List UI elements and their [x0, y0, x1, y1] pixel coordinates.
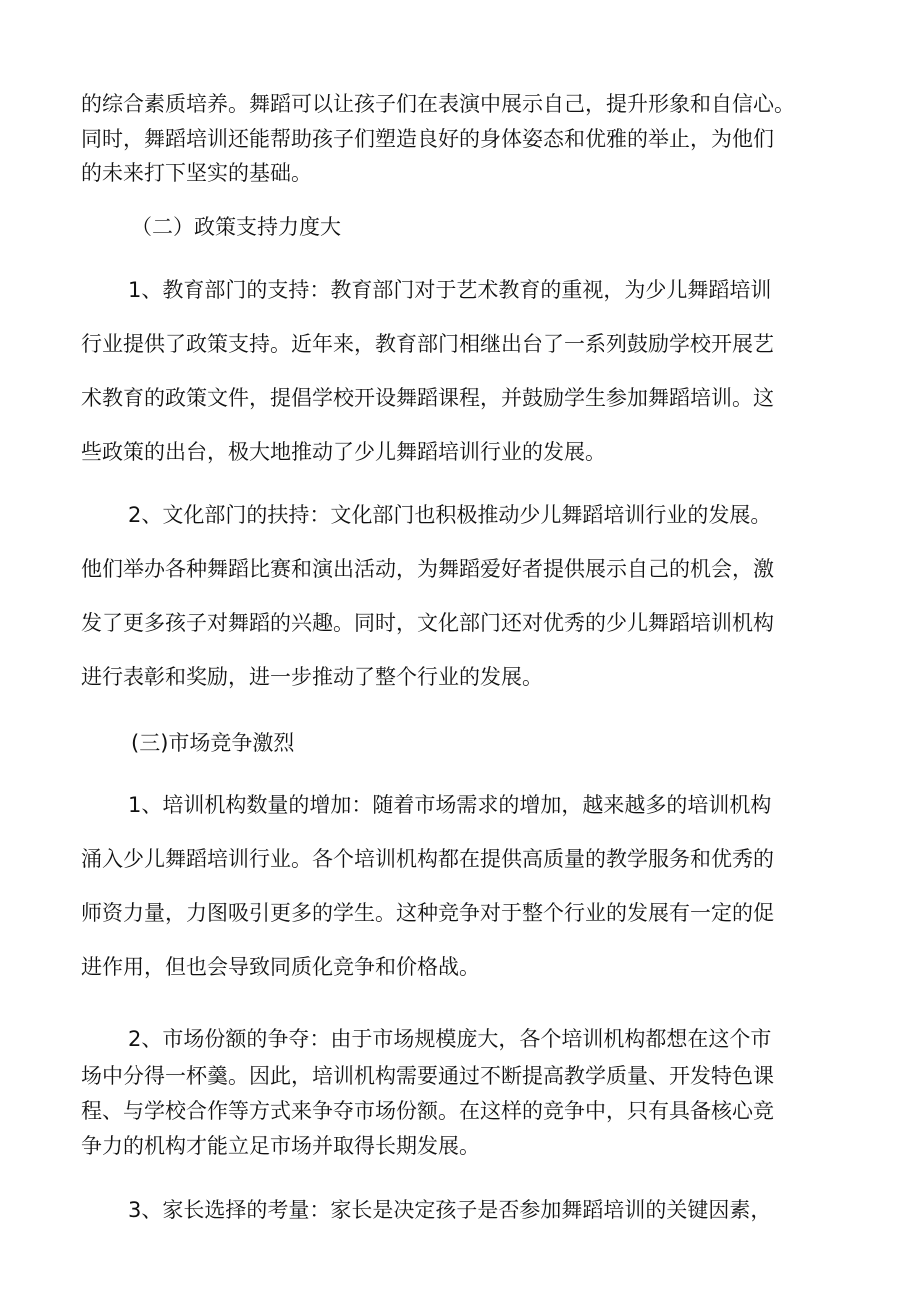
paragraph-line: 些政策的出台，极大地推动了少儿舞蹈培训行业的发展。 — [81, 440, 606, 464]
paragraph-line: 发了更多孩子对舞蹈的兴趣。同时，文化部门还对优秀的少儿舞蹈培训机构 — [81, 611, 774, 635]
paragraph-line: 的未来打下坚实的基础。 — [81, 161, 312, 185]
paragraph-line: 2、文化部门的扶持：文化部门也积极推动少儿舞蹈培训行业的发展。 — [128, 503, 772, 527]
paragraph-line: 2、市场份额的争夺：由于市场规模庞大，各个培训机构都想在这个市 — [128, 1027, 772, 1051]
paragraph-line: 术教育的政策文件，提倡学校开设舞蹈课程，并鼓励学生参加舞蹈培训。这 — [81, 386, 774, 410]
paragraph-line: 1、培训机构数量的增加：随着市场需求的增加，越来越多的培训机构 — [128, 793, 772, 817]
paragraph-line: 场中分得一杯羹。因此，培训机构需要通过不断提高教学质量、开发特色课 — [81, 1064, 774, 1088]
paragraph-line: 同时，舞蹈培训还能帮助孩子们塑造良好的身体姿态和优雅的举止，为他们 — [81, 127, 774, 151]
paragraph-line: 3、家长选择的考量：家长是决定孩子是否参加舞蹈培训的关键因素， — [128, 1198, 772, 1222]
paragraph-line: 师资力量，力图吸引更多的学生。这种竞争对于整个行业的发展有一定的促 — [81, 901, 774, 925]
paragraph-line: 程、与学校合作等方式来争夺市场份额。在这样的竞争中，只有具备核心竞 — [81, 1099, 774, 1123]
paragraph-line: 行业提供了政策支持。近年来，教育部门相继出台了一系列鼓励学校开展艺 — [81, 332, 774, 356]
paragraph-line: 进行表彰和奖励，进一步推动了整个行业的发展。 — [81, 665, 543, 689]
paragraph-line: 进作用，但也会导致同质化竞争和价格战。 — [81, 955, 480, 979]
paragraph-line: 的综合素质培养。舞蹈可以让孩子们在表演中展示自己，提升形象和自信心。 — [81, 92, 795, 116]
paragraph-line: 他们举办各种舞蹈比赛和演出活动，为舞蹈爱好者提供展示自己的机会，激 — [81, 557, 774, 581]
paragraph-line: 涌入少儿舞蹈培训行业。各个培训机构都在提供高质量的教学服务和优秀的 — [81, 847, 774, 871]
section-heading: (三)市场竞争激烈 — [131, 731, 295, 755]
paragraph-line: 争力的机构才能立足市场并取得长期发展。 — [81, 1134, 480, 1158]
section-heading: （二）政策支持力度大 — [131, 215, 341, 239]
paragraph-line: 1、教育部门的支持：教育部门对于艺术教育的重视，为少儿舞蹈培训 — [128, 278, 772, 302]
